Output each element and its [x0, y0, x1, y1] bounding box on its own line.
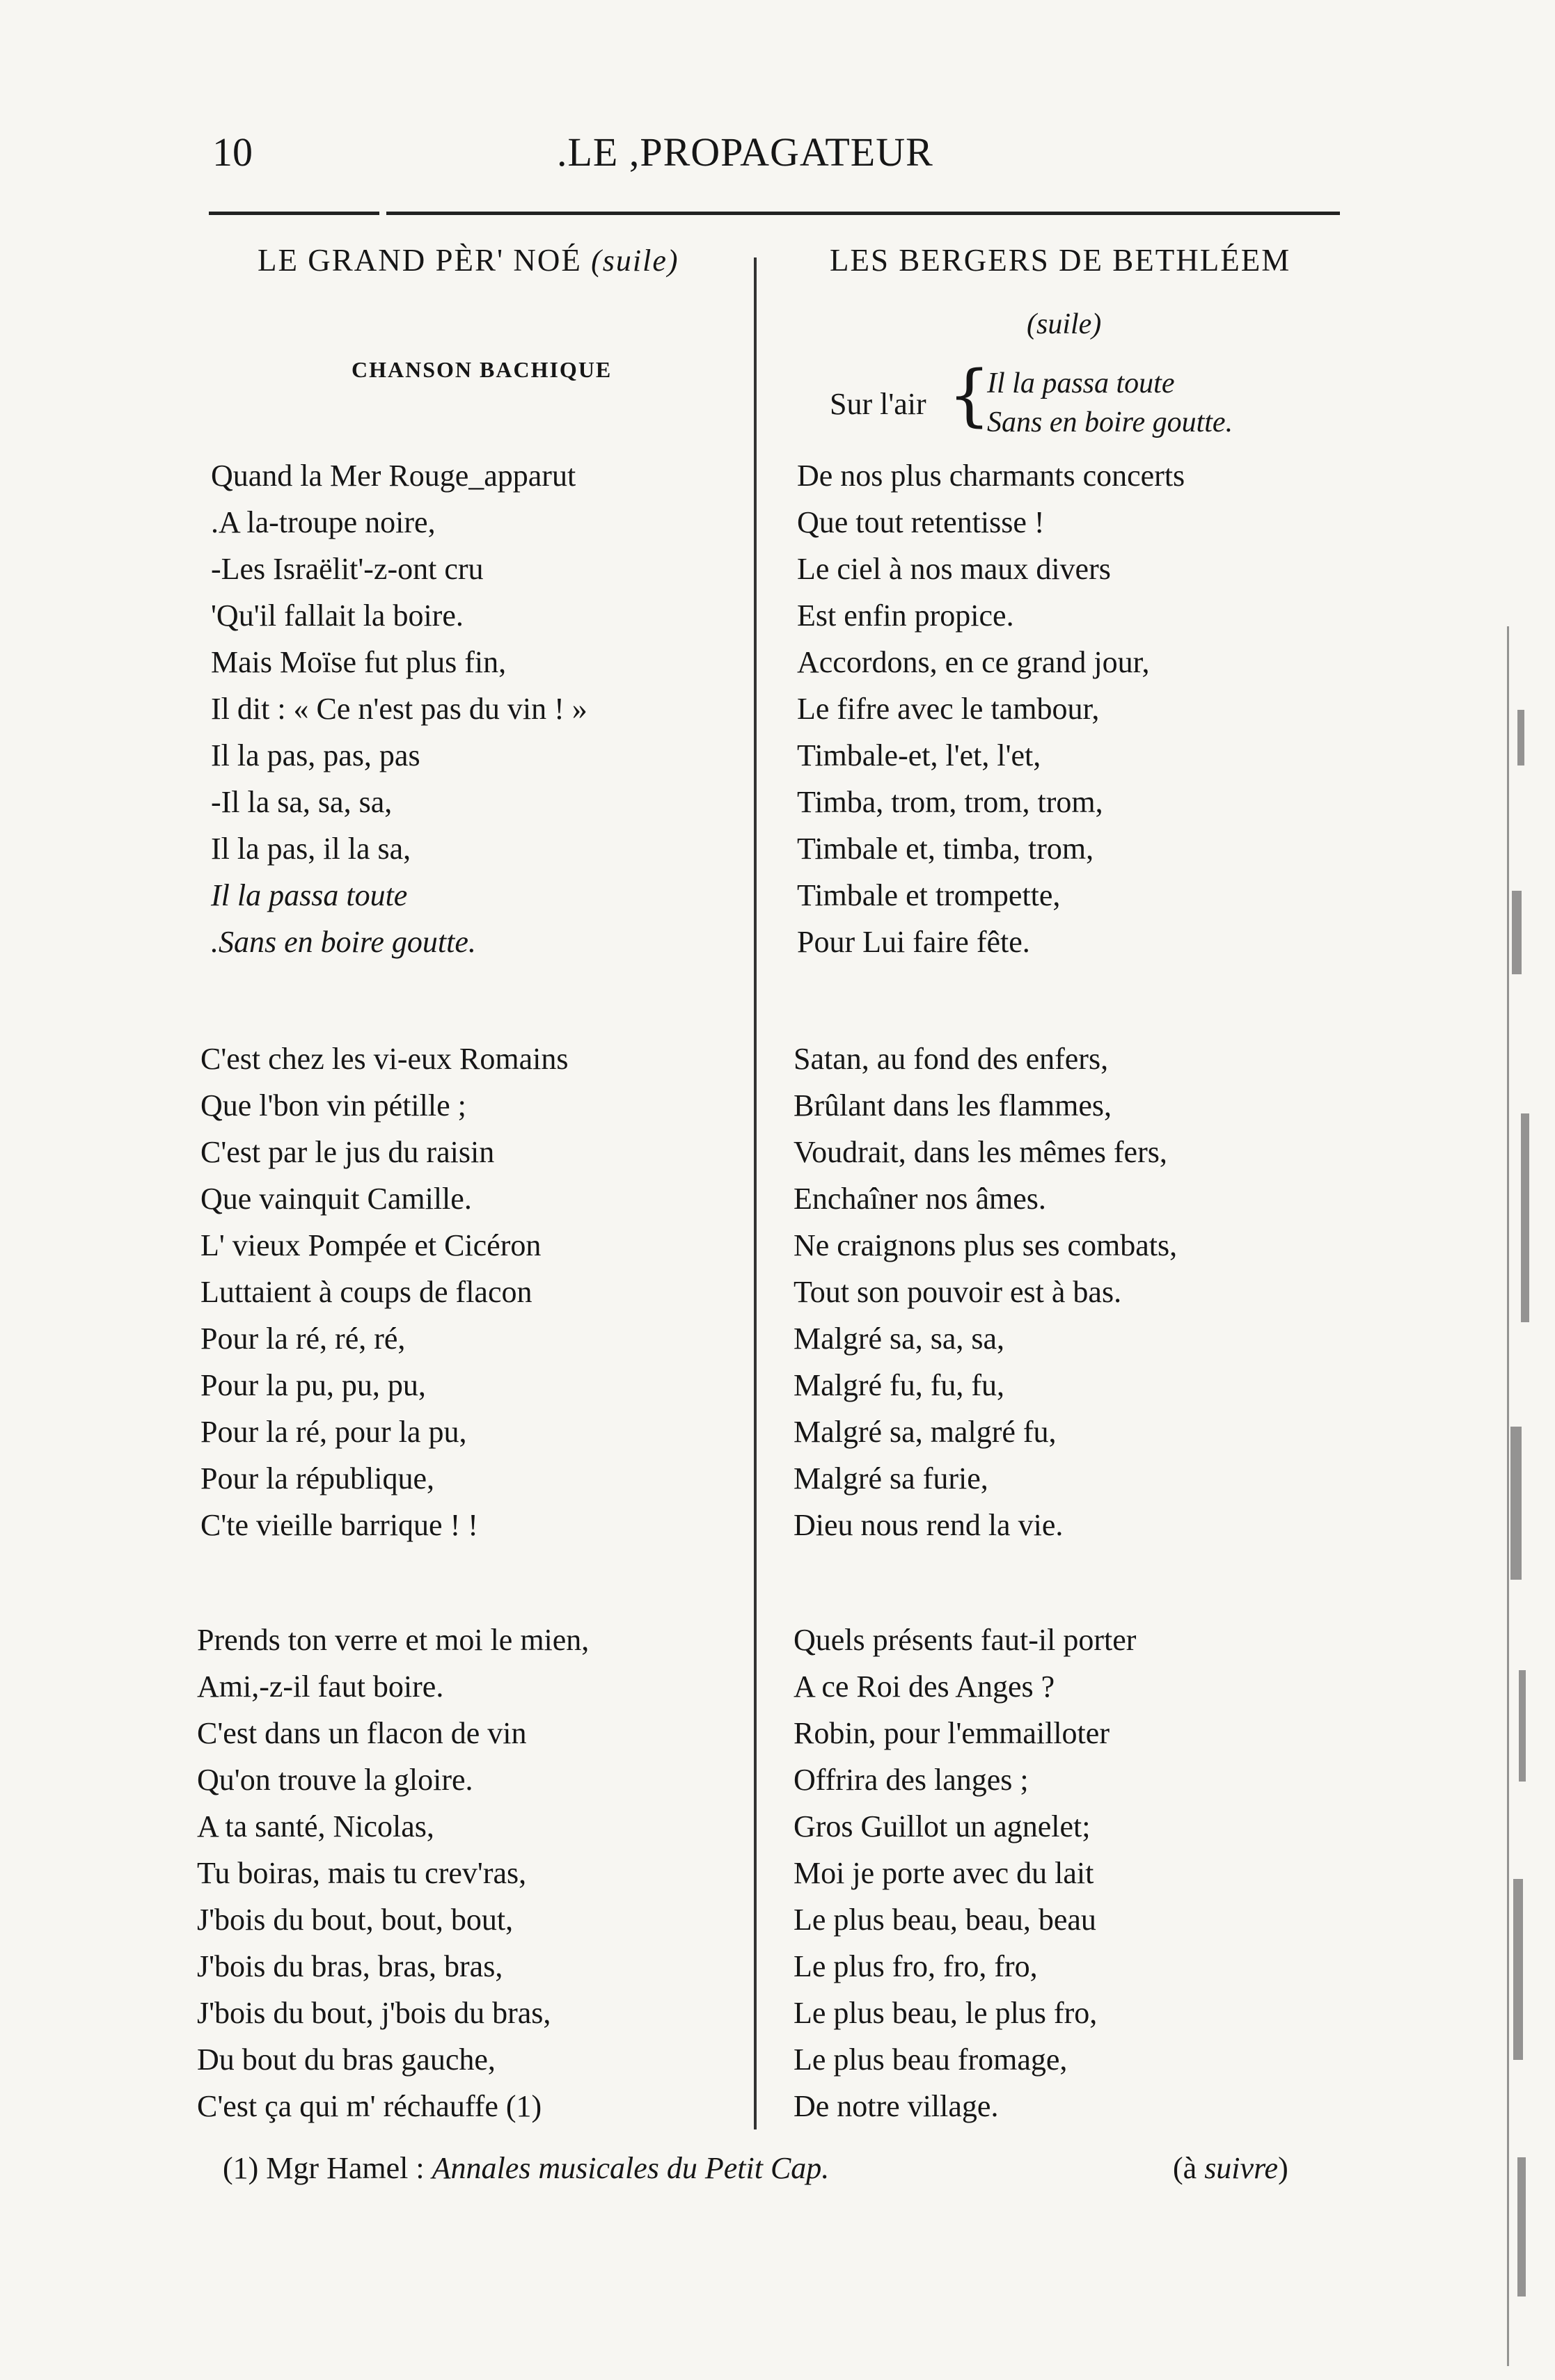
verse-line: Il la passa toute — [211, 878, 408, 912]
verse-line: Malgré sa furie, — [794, 1461, 988, 1496]
verse-line: C'est ça qui m' réchauffe (1) — [197, 2089, 542, 2123]
stanza — [200, 1036, 568, 1548]
verse-line: Brûlant dans les flammes, — [794, 1088, 1112, 1122]
verse-line: De nos plus charmants concerts — [797, 459, 1185, 493]
verse-line: Que l'bon vin pétille ; — [200, 1088, 466, 1122]
verse-line: Mais Moïse fut plus fin, — [211, 645, 507, 679]
left-song-subtitle: CHANSON BACHIQUE — [352, 357, 613, 382]
left-song-title — [258, 242, 679, 278]
verse-line: J'bois du bout, bout, bout, — [197, 1903, 514, 1937]
verse-line: Le plus fro, fro, fro, — [794, 1949, 1038, 1983]
verse-line: Le plus beau, le plus fro, — [794, 1996, 1098, 2030]
verse-line: Timbale-et, l'et, l'et, — [797, 738, 1041, 772]
air-line: Il la passa toute — [987, 367, 1175, 399]
header-rule — [209, 212, 379, 215]
verse-line: Gros Guillot un agnelet; — [794, 1809, 1091, 1843]
verse-line: C'te vieille barrique ! ! — [200, 1508, 478, 1542]
to-be-continued-open: (à — [1173, 2151, 1197, 2185]
verse-line: Quand la Mer Rouge_apparut — [211, 459, 576, 493]
stanza — [797, 452, 1185, 965]
stanza — [211, 452, 587, 965]
verse-line: Le plus beau fromage, — [794, 2042, 1068, 2077]
verse-line: Offrira des langes ; — [794, 1763, 1029, 1797]
header-rule — [386, 212, 1340, 215]
verse-line: C'est chez les vi-eux Romains — [200, 1042, 569, 1076]
verse-line: Qu'on trouve la gloire. — [197, 1763, 473, 1797]
stanza — [794, 1036, 1177, 1548]
verse-line: Tout son pouvoir est à bas. — [794, 1275, 1122, 1309]
column-divider — [754, 257, 757, 2129]
stanza — [197, 1617, 589, 2129]
verse-line: Moi je porte avec du lait — [794, 1856, 1094, 1890]
verse-line: A ce Roi des Anges ? — [794, 1669, 1055, 1704]
to-be-continued-word: suivre — [1204, 2151, 1279, 2185]
page-number: 10 — [212, 129, 253, 175]
verse-line: Tu boiras, mais tu crev'ras, — [197, 1856, 527, 1890]
footnote-prefix: (1) Mgr Hamel : — [223, 2151, 425, 2185]
verse-line: Luttaient à coups de flacon — [200, 1275, 532, 1309]
verse-line: Que tout retentisse ! — [797, 505, 1045, 539]
verse-line: Le plus beau, beau, beau — [794, 1903, 1096, 1937]
verse-line: Malgré sa, sa, sa, — [794, 1322, 1005, 1356]
verse-line: Est enfin propice. — [797, 598, 1014, 633]
verse-line: Il la pas, pas, pas — [211, 738, 420, 772]
verse-line: Enchaîner nos âmes. — [794, 1182, 1046, 1216]
air-label: Sur l'air — [830, 387, 926, 421]
verse-line: -Les Israëlit'-z-ont cru — [211, 552, 484, 586]
footnote — [223, 2150, 829, 2186]
verse-line: Pour la ré, pour la pu, — [200, 1415, 467, 1449]
verse-line: 'Qu'il fallait la boire. — [211, 598, 464, 633]
verse-line: Dieu nous rend la vie. — [794, 1508, 1064, 1542]
left-song-title-suffix: (suile) — [591, 244, 679, 278]
verse-line: -Il la sa, sa, sa, — [211, 785, 393, 819]
verse-line: Pour la ré, ré, ré, — [200, 1322, 406, 1356]
verse-line: Que vainquit Camille. — [200, 1182, 472, 1216]
stanza — [794, 1617, 1136, 2129]
verse-line: Il dit : « Ce n'est pas du vin ! » — [211, 692, 587, 726]
verse-line: L' vieux Pompée et Cicéron — [200, 1228, 542, 1262]
to-be-continued-close: ) — [1278, 2151, 1288, 2185]
scan-edge-artifact — [1497, 626, 1545, 2366]
verse-line: Timba, trom, trom, trom, — [797, 785, 1103, 819]
to-be-continued — [1173, 2150, 1288, 2186]
verse-line: Malgré fu, fu, fu, — [794, 1368, 1005, 1402]
running-title: .LE ,PROPAGATEUR — [557, 129, 933, 175]
verse-line: Robin, pour l'emmailloter — [794, 1716, 1110, 1750]
verse-line: Satan, au fond des enfers, — [794, 1042, 1109, 1076]
verse-line: Accordons, en ce grand jour, — [797, 645, 1150, 679]
footnote-work: Annales musicales du Petit Cap. — [432, 2151, 830, 2185]
verse-line: A ta santé, Nicolas, — [197, 1809, 434, 1843]
left-song-title-text: LE GRAND PÈR' NOÉ — [258, 243, 582, 278]
verse-line: Prends ton verre et moi le mien, — [197, 1623, 590, 1657]
verse-line: .Sans en boire goutte. — [211, 925, 476, 959]
verse-line: J'bois du bout, j'bois du bras, — [197, 1996, 551, 2030]
right-song-title: LES BERGERS DE BETHLÉEM — [830, 243, 1291, 278]
verse-line: Pour Lui faire fête. — [797, 925, 1030, 959]
verse-line: Quels présents faut-il porter — [794, 1623, 1137, 1657]
verse-line: Du bout du bras gauche, — [197, 2042, 496, 2077]
air-line: Sans en boire goutte. — [987, 406, 1233, 438]
verse-line: Malgré sa, malgré fu, — [794, 1415, 1057, 1449]
verse-line: Voudrait, dans les mêmes fers, — [794, 1135, 1167, 1169]
verse-line: C'est dans un flacon de vin — [197, 1716, 527, 1750]
verse-line: De notre village. — [794, 2089, 999, 2123]
verse-line: Le ciel à nos maux divers — [797, 552, 1111, 586]
verse-line: .A la-troupe noire, — [211, 505, 436, 539]
verse-line: Pour la république, — [200, 1461, 435, 1496]
brace-glyph: { — [948, 356, 991, 434]
verse-line: J'bois du bras, bras, bras, — [197, 1949, 503, 1983]
verse-line: Pour la pu, pu, pu, — [200, 1368, 426, 1402]
verse-line: Timbale et, timba, trom, — [797, 832, 1094, 866]
verse-line: Il la pas, il la sa, — [211, 832, 411, 866]
verse-line: Le fifre avec le tambour, — [797, 692, 1100, 726]
verse-line: Ami,-z-il faut boire. — [197, 1669, 444, 1704]
verse-line: Timbale et trompette, — [797, 878, 1061, 912]
right-song-subtitle: (suile) — [1027, 308, 1102, 340]
verse-line: C'est par le jus du raisin — [200, 1135, 495, 1169]
verse-line: Ne craignons plus ses combats, — [794, 1228, 1178, 1262]
